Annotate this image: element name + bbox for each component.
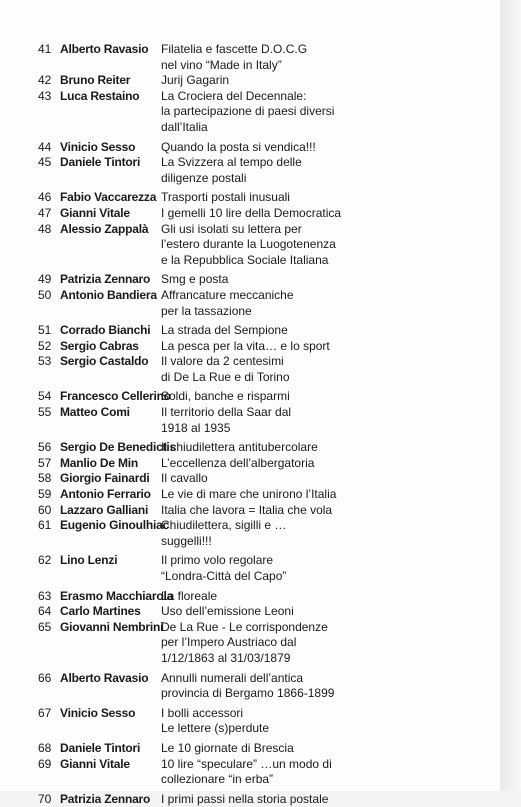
page-edge bbox=[500, 0, 521, 791]
entry-title-line: Le 10 giornate di Brescia bbox=[161, 740, 294, 755]
entry-title bbox=[161, 792, 478, 807]
entry-author: Manlio De Min bbox=[60, 455, 139, 470]
entry-title-line: Italia che lavora = Italia che vola bbox=[161, 502, 333, 517]
entry-title-line: L’eccellenza dell’albergatoria bbox=[161, 455, 315, 470]
entry-number: 57 bbox=[38, 455, 52, 470]
entry-title-line: Soldi, banche e risparmi bbox=[161, 389, 290, 404]
entry-title-line: Uso dell’emissione Leoni bbox=[161, 604, 294, 619]
entry-title-line: collezionare “in erba” bbox=[161, 772, 274, 787]
entry-author: Sergio De Benedictis bbox=[60, 440, 177, 455]
entry-number: 65 bbox=[38, 619, 52, 634]
entry-title-line: 1918 al 1935 bbox=[161, 420, 231, 435]
entry-title-line: Il valore da 2 centesimi bbox=[161, 354, 284, 369]
entry-title bbox=[161, 42, 478, 73]
entry-number: 59 bbox=[38, 487, 52, 502]
entry-title-line: La pesca per la vita… e lo sport bbox=[161, 338, 330, 353]
list-item bbox=[38, 73, 478, 89]
entry-number: 58 bbox=[38, 471, 52, 486]
list-item bbox=[38, 190, 478, 206]
entry-title-line: 1/12/1863 al 31/03/1879 bbox=[161, 650, 291, 665]
list-item bbox=[38, 553, 478, 584]
entry-number: 70 bbox=[38, 791, 52, 806]
entry-author: Fabio Vaccarezza bbox=[60, 190, 157, 205]
entry-author: Alessio Zappalà bbox=[60, 221, 149, 236]
entry-title-line: “Londra-Città del Capo” bbox=[161, 569, 287, 583]
entry-author: Erasmo Macchiarola bbox=[60, 588, 174, 603]
entry-title-line: per la tassazione bbox=[161, 303, 252, 318]
entry-author: Patrizia Zennaro bbox=[60, 791, 151, 806]
entry-title-line: 10 lire “speculare” …un modo di bbox=[161, 756, 332, 771]
catalog-list bbox=[38, 42, 478, 807]
list-item bbox=[38, 757, 478, 788]
entry-title bbox=[161, 222, 478, 269]
entry-number: 64 bbox=[38, 604, 52, 619]
entry-title-line: suggelli!!! bbox=[161, 533, 212, 548]
entry-number: 62 bbox=[38, 553, 52, 568]
entry-title-line: Chiudilettera, sigilli e … bbox=[161, 518, 287, 533]
entry-title-line: Quando la posta si vendica!!! bbox=[161, 139, 316, 154]
entry-number: 60 bbox=[38, 502, 52, 517]
entry-title-line: Gli usi isolati su lettera per bbox=[161, 221, 302, 236]
entry-author: Daniele Tintori bbox=[60, 155, 141, 170]
list-item bbox=[38, 589, 478, 605]
entry-number: 49 bbox=[38, 272, 52, 287]
entry-title bbox=[161, 741, 478, 757]
entry-number: 41 bbox=[38, 42, 52, 56]
entry-title-line: per l’Impero Austriaco dal bbox=[161, 635, 297, 650]
list-item bbox=[38, 339, 478, 355]
entry-title-line: di De La Rue e di Torino bbox=[161, 369, 290, 384]
entry-number: 50 bbox=[38, 287, 52, 302]
entry-author: Eugenio Ginoulhiac bbox=[60, 518, 170, 533]
entry-title bbox=[161, 487, 478, 503]
entry-title-line: dall’Italia bbox=[161, 119, 208, 134]
list-item bbox=[38, 741, 478, 757]
entry-author: Luca Restaino bbox=[60, 88, 140, 103]
entry-title-line: la partecipazione di paesi diversi bbox=[161, 104, 335, 119]
entry-title bbox=[161, 89, 478, 136]
list-item bbox=[38, 487, 478, 503]
entry-author: Gianni Vitale bbox=[60, 756, 130, 771]
list-item bbox=[38, 620, 478, 667]
list-item bbox=[38, 456, 478, 472]
entry-number: 63 bbox=[38, 588, 52, 603]
entry-number: 42 bbox=[38, 73, 52, 88]
entry-number: 43 bbox=[38, 88, 52, 103]
entry-author: Carlo Martines bbox=[60, 604, 141, 619]
entry-title-line: La Crociera del Decennale: bbox=[161, 88, 307, 103]
list-item bbox=[38, 288, 478, 319]
entry-number: 68 bbox=[38, 740, 52, 755]
list-item bbox=[38, 222, 478, 269]
list-item bbox=[38, 518, 478, 549]
list-item bbox=[38, 42, 478, 73]
entry-title bbox=[161, 389, 478, 405]
entry-number: 47 bbox=[38, 205, 52, 220]
entry-title-line: diligenze postali bbox=[161, 170, 247, 185]
entry-author: Giovanni Nembrini bbox=[60, 619, 164, 634]
entry-title bbox=[161, 288, 478, 319]
entry-title bbox=[161, 190, 478, 206]
list-item bbox=[38, 792, 478, 807]
entry-title bbox=[161, 140, 478, 156]
entry-author: Daniele Tintori bbox=[60, 740, 141, 755]
list-item bbox=[38, 604, 478, 620]
entry-author: Francesco Cellerino bbox=[60, 389, 171, 404]
list-item bbox=[38, 272, 478, 288]
list-item bbox=[38, 389, 478, 405]
entry-title-line: Il territorio della Saar dal bbox=[161, 405, 292, 420]
entry-title bbox=[161, 155, 478, 186]
entry-author: Antonio Bandiera bbox=[60, 287, 157, 302]
entry-title bbox=[161, 518, 478, 549]
entry-author: Lazzaro Galliani bbox=[60, 502, 149, 517]
entry-title-line: Trasporti postali inusuali bbox=[161, 190, 290, 205]
entry-number: 53 bbox=[38, 354, 52, 369]
entry-title bbox=[161, 553, 478, 584]
entry-number: 69 bbox=[38, 756, 52, 771]
list-item bbox=[38, 89, 478, 136]
entry-author: Lino Lenzi bbox=[60, 553, 118, 568]
entry-number: 48 bbox=[38, 221, 52, 236]
entry-title bbox=[161, 206, 478, 222]
entry-title-line: Smg e posta bbox=[161, 272, 229, 287]
entry-number: 66 bbox=[38, 670, 52, 685]
entry-title-line: I gemelli 10 lire della Democratica bbox=[161, 205, 342, 220]
entry-number: 61 bbox=[38, 518, 52, 533]
list-item bbox=[38, 503, 478, 519]
entry-title-line: provincia di Bergamo 1866-1899 bbox=[161, 686, 335, 701]
entry-title-line: La floreale bbox=[161, 588, 218, 603]
list-item bbox=[38, 140, 478, 156]
entry-title bbox=[161, 706, 478, 737]
entry-number: 55 bbox=[38, 405, 52, 420]
entry-title bbox=[161, 354, 478, 385]
entry-title-line: Le lettere (s)perdute bbox=[161, 721, 270, 736]
list-item bbox=[38, 206, 478, 222]
entry-author: Vinicio Sesso bbox=[60, 705, 136, 720]
entry-author: Patrizia Zennaro bbox=[60, 272, 151, 287]
entry-title-line: l’estero durante la Luogotenenza bbox=[161, 237, 336, 252]
entry-title bbox=[161, 73, 478, 89]
entry-title bbox=[161, 471, 478, 487]
entry-author: Giorgio Fainardi bbox=[60, 471, 150, 486]
entry-title bbox=[161, 620, 478, 667]
entry-title-line: Le vie di mare che unirono l’Italia bbox=[161, 487, 337, 502]
entry-title-line: Il primo volo regolare bbox=[161, 553, 274, 568]
entry-title-line: Jurij Gagarin bbox=[161, 73, 230, 88]
entry-title-line: I primi passi nella storia postale bbox=[161, 791, 329, 806]
entry-number: 67 bbox=[38, 705, 52, 720]
entry-author: Sergio Castaldo bbox=[60, 354, 149, 369]
entry-number: 51 bbox=[38, 323, 52, 338]
entry-title-line: I bolli accessori bbox=[161, 705, 244, 720]
entry-title-line: Il chiudilettera antitubercolare bbox=[161, 440, 318, 455]
entry-title bbox=[161, 757, 478, 788]
entry-title-line: Il cavallo bbox=[161, 471, 208, 486]
list-item bbox=[38, 405, 478, 436]
entry-number: 56 bbox=[38, 440, 52, 455]
list-item bbox=[38, 155, 478, 186]
entry-number: 44 bbox=[38, 139, 52, 154]
entry-title bbox=[161, 604, 478, 620]
entry-author: Alberto Ravasio bbox=[60, 670, 149, 685]
entry-title bbox=[161, 440, 478, 456]
entry-title bbox=[161, 323, 478, 339]
entry-title bbox=[161, 339, 478, 355]
entry-title-line: La Svizzera al tempo delle bbox=[161, 155, 302, 170]
entry-title bbox=[161, 272, 478, 288]
entry-title-line: La strada del Sempione bbox=[161, 323, 288, 338]
entry-author: Gianni Vitale bbox=[60, 205, 130, 220]
list-item bbox=[38, 706, 478, 737]
entry-title-line: De La Rue - Le corrispondenze bbox=[161, 619, 328, 634]
entry-title-line: Annulli numerali dell’antica bbox=[161, 670, 304, 685]
list-item bbox=[38, 440, 478, 456]
entry-title-line: Filatelia e fascette D.O.C.G bbox=[161, 42, 308, 56]
entry-title bbox=[161, 405, 478, 436]
list-item bbox=[38, 323, 478, 339]
list-item bbox=[38, 354, 478, 385]
entry-author: Bruno Reiter bbox=[60, 73, 131, 88]
entry-title bbox=[161, 456, 478, 472]
entry-author: Matteo Comi bbox=[60, 405, 130, 420]
list-item bbox=[38, 671, 478, 702]
entry-author: Sergio Cabras bbox=[60, 338, 139, 353]
entry-title bbox=[161, 671, 478, 702]
entry-number: 45 bbox=[38, 155, 52, 170]
entry-author: Corrado Bianchi bbox=[60, 323, 151, 338]
entry-title-line: nel vino “Made in Italy” bbox=[161, 57, 282, 72]
entry-author: Antonio Ferrario bbox=[60, 487, 151, 502]
entry-title-line: Affrancature meccaniche bbox=[161, 287, 294, 302]
entry-number: 52 bbox=[38, 338, 52, 353]
entry-number: 46 bbox=[38, 190, 52, 205]
entry-author: Alberto Ravasio bbox=[60, 42, 149, 56]
entry-title bbox=[161, 589, 478, 605]
entry-number: 54 bbox=[38, 389, 52, 404]
entry-title bbox=[161, 503, 478, 519]
list-item bbox=[38, 471, 478, 487]
entry-title-line: e la Repubblica Sociale Italiana bbox=[161, 252, 329, 267]
entry-author: Vinicio Sesso bbox=[60, 139, 136, 154]
